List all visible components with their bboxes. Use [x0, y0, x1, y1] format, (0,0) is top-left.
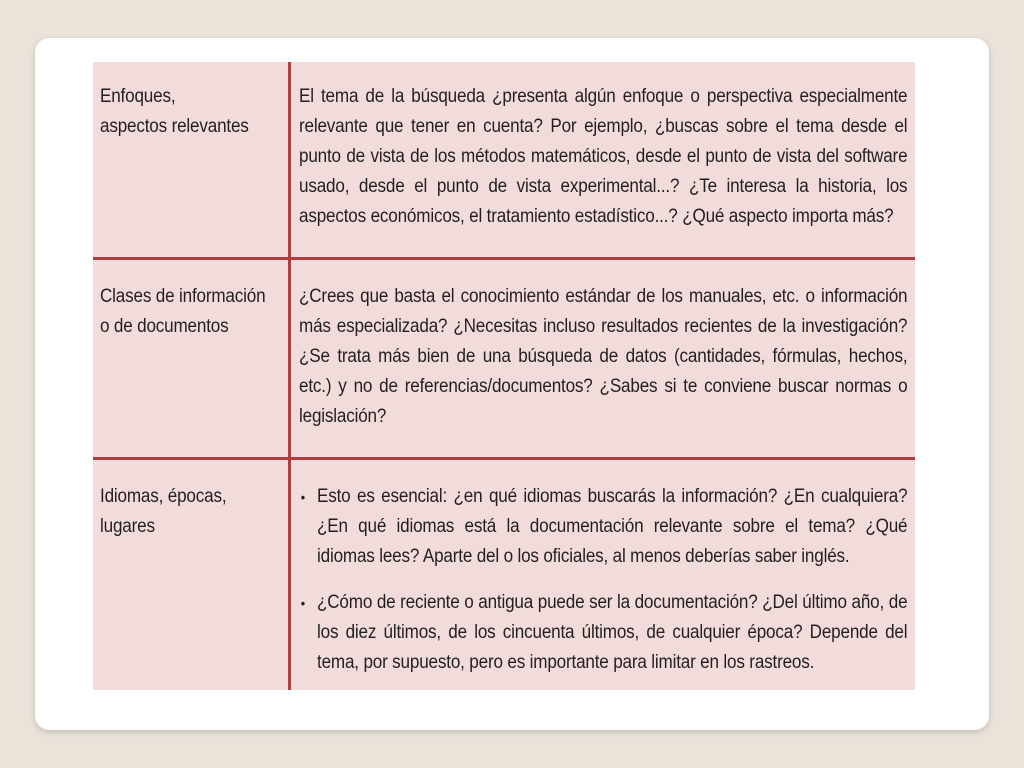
row-content-text: ¿Crees que basta el conocimiento estándar de los manuales, etc. o información más especializada? ¿Necesitas incluso resultados recientes de la investigación? ¿Se trata más bien de una búsqueda de datos (cantidades, fórmulas, hechos, etc.) y no de referencias/documentos? ¿Sabes si te conviene buscar normas o legislación?: [299, 286, 908, 427]
row-label-text: Enfoques, aspectos relevantes: [100, 86, 249, 137]
bullet-text: Esto es esencial: ¿en qué idiomas buscarás la información? ¿En cualquiera? ¿En qué idiomas está la documentación relevante sobre el tema? ¿Qué idiomas lees? Aparte del o los oficiales, al menos deberías saber inglés.: [317, 486, 908, 567]
row-content-enfoques: [299, 82, 907, 232]
bullet-icon: •: [300, 489, 306, 505]
row-label-idiomas: [100, 482, 266, 542]
column-divider: [288, 62, 291, 690]
bullet-text: ¿Cómo de reciente o antigua puede ser la documentación? ¿Del último año, de los diez últimos, de los cincuenta últimos, de cualquier época? Depende del tema, por supuesto, pero es importante para limitar en los rastreos.: [317, 592, 908, 673]
row-label-clases: [100, 282, 266, 342]
row-divider: [93, 457, 915, 460]
row-content-clases: [299, 282, 907, 432]
row-label-text: Clases de información o de documentos: [100, 286, 266, 337]
list-item: [299, 588, 907, 678]
list-item: [299, 482, 907, 572]
row-content-text: El tema de la búsqueda ¿presenta algún enfoque o perspectiva especialmente relevante que tener en cuenta? Por ejemplo, ¿buscas sobre el tema desde el punto de vista de los métodos matemáticos, desde el punto de vista del software usado, desde el punto de vista experimental...? ¿Te interesa la historia, los aspectos económicos, el tratamiento estadístico...? ¿Qué aspecto importa más?: [299, 86, 908, 227]
row-label-enfoques: [100, 82, 266, 142]
bullet-list-idiomas: [299, 482, 907, 694]
row-label-text: Idiomas, épocas, lugares: [100, 486, 227, 537]
bullet-icon: •: [300, 595, 306, 611]
row-divider: [93, 257, 915, 260]
criteria-table: [93, 62, 915, 690]
